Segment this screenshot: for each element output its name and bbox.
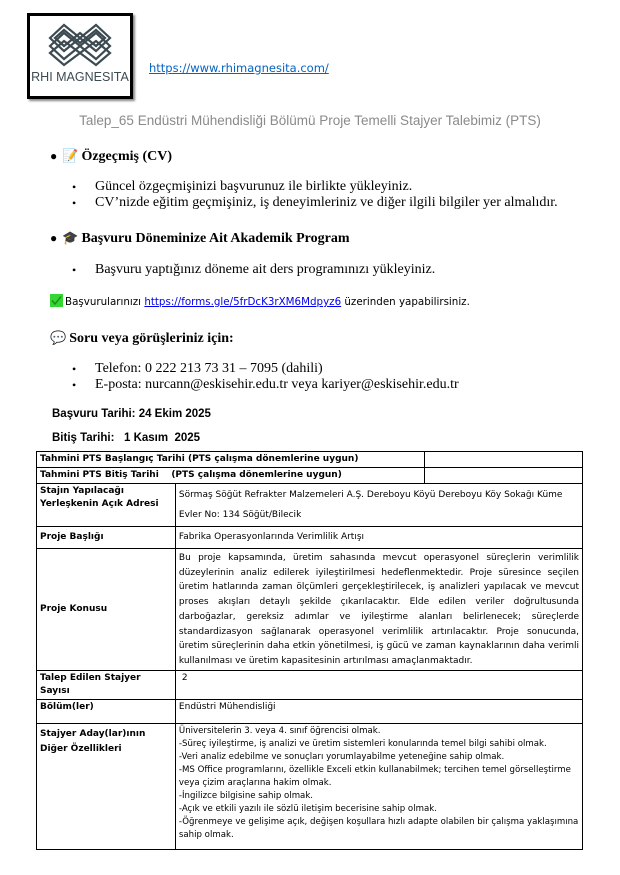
program-requirements-list: [60, 262, 435, 278]
table-row: [37, 723, 583, 849]
intern-count-label: Talep Edilen Stajyer Sayısı: [37, 670, 176, 699]
deadline-date: Bitiş Tarihi: 1 Kasım 2025: [52, 432, 201, 444]
departments-label: Bölüm(ler): [37, 699, 176, 723]
program-heading-text: Başvuru Döneminize Ait Akademik Program: [81, 231, 350, 246]
project-info-table: [36, 451, 583, 850]
table-row: [37, 670, 583, 699]
trait-item: -Öğrenmeye ve gelişime açık, değişen koşullara hızlı adapte olabilen bir çalışma yaklaşımına sahip olmak.: [178, 816, 579, 840]
table-row: [37, 527, 583, 549]
memo-writing-icon: 📝: [62, 148, 79, 163]
speech-bubble-icon: 💬: [50, 330, 67, 345]
contact-section-heading: [50, 330, 234, 347]
departments-value: Endüstri Mühendisliği: [175, 699, 582, 723]
list-item: • Güncel özgeçmişinizi başvurunuz ile birlikte yükleyiniz.: [60, 179, 558, 195]
intern-count-value: 2: [175, 670, 582, 699]
list-item: • CV’nizde eğitim geçmişiniz, iş deneyimleriniz ve diğer ilgili bilgiler yer almalıdır.: [60, 195, 558, 211]
address-line: Sörmaş Söğüt Refrakter Malzemeleri A.Ş. Dereboyu Köyü Dereboyu Köy Sokağı Küme: [178, 490, 563, 500]
program-section-heading: [50, 230, 350, 247]
application-date: Başvuru Tarihi: 24 Ekim 2025: [52, 408, 211, 420]
trait-item: -İngilizce bilgisine sahip olmak.: [178, 790, 314, 801]
company-logo: [27, 13, 133, 99]
start-date-value: [424, 452, 582, 468]
end-date-label: Tahmini PTS Bitiş Tarihi (PTS çalışma dönemlerine uygun): [37, 468, 425, 484]
cv-requirements-list: [60, 179, 558, 211]
bullet-icon: ●: [50, 149, 58, 163]
project-topic-value: Bu proje kapsamında, üretim sahasında mevcut operasyonel süreçlerin verimlilik düzeylerinin analiz edilerek iyileştirilmesi hedeflenmektedir. Proje süresince seçilen üretim hatlarında zaman ölçümleri gerçekleştirilecek, iş analizleri yapılacak ve mevcut proses akışları detaylı şekilde çıkarılacaktır. Elde edilen veriler doğrultusunda darboğazlar, gereksiz adımlar ve iyileştirme alanları belirlenecek; süreçlerde standardizasyon sağlanarak operasyonel verimlilik artırılacaktır. Proje sonucunda, üretim süreçlerinin daha etkin yönetilmesi, iş gücü ve zaman kaynaklarının daha verimli kullanılması ve üretim kapasitesinin artırılması amaçlanmaktadır.: [175, 549, 582, 671]
phone-item: • Telefon: 0 222 213 73 31 – 7095 (dahili): [60, 361, 459, 377]
project-title-value: Fabrika Operasyonlarında Verimlilik Artışı: [175, 527, 582, 549]
logo-text: RHI MAGNESITA: [31, 70, 129, 84]
page-title: Talep_65 Endüstri Mühendisliği Bölümü Proje Temelli Stajyer Talebimiz (PTS): [79, 113, 541, 128]
contact-heading-text: Soru veya görüşleriniz için:: [69, 331, 234, 346]
table-row: [37, 452, 583, 468]
contact-list: [60, 361, 459, 393]
candidate-traits-label: Stajyer Aday(lar)ının Diğer Özellikleri: [37, 723, 176, 849]
apply-suffix: üzerinden yapabilirsiniz.: [344, 296, 470, 308]
cv-heading-text: Özgeçmiş (CV): [81, 149, 173, 164]
apply-prefix: Başvurularınızı: [65, 296, 142, 308]
table-row: [37, 484, 583, 527]
bullet-icon: ●: [50, 231, 58, 245]
trait-item: -MS Office programlarını, özellikle Exceli etkin kullanabilmek; tercihen temel görselleştirme veya çizim araçlarına hakim olmak.: [178, 764, 571, 788]
email-item: • E-posta: nurcann@eskisehir.edu.tr veya kariyer@eskisehir.edu.tr: [60, 377, 459, 393]
check-mark-icon: [50, 294, 63, 307]
project-title-label: Proje Başlığı: [37, 527, 176, 549]
table-row: [37, 699, 583, 723]
end-date-value: [424, 468, 582, 484]
trait-item: -Süreç iyileştirme, iş analizi ve üretim sistemleri konularında temel bilgi sahibi olmak.: [178, 738, 547, 749]
address-line: Evler No: 134 Söğüt/Bilecik: [178, 510, 302, 520]
rhi-magnesita-logo-mark-icon: [48, 22, 112, 68]
trait-item: Üniversitelerin 3. veya 4. sınıf öğrencisi olmak.: [178, 725, 381, 736]
address-value: [175, 484, 582, 527]
application-form-link[interactable]: https://forms.gle/5frDcK3rXM6Mdpyz6: [144, 296, 342, 308]
cv-section-heading: [50, 148, 172, 165]
table-row: [37, 468, 583, 484]
table-row: [37, 549, 583, 671]
application-instruction: [50, 294, 470, 308]
address-label: Stajın Yapılacağı Yerleşkenin Açık Adresi: [37, 484, 176, 527]
project-topic-label: Proje Konusu: [37, 549, 176, 671]
start-date-label: Tahmini PTS Başlangıç Tarihi (PTS çalışma dönemlerine uygun): [37, 452, 425, 468]
candidate-traits-value: [175, 723, 582, 849]
trait-item: -Açık ve etkili yazılı ile sözlü iletişim becerisine sahip olmak.: [178, 803, 437, 814]
list-item: • Başvuru yaptığınız döneme ait ders programınızı yükleyiniz.: [60, 262, 435, 278]
graduation-cap-icon: 🎓: [62, 230, 79, 245]
website-link[interactable]: https://www.rhimagnesita.com/: [149, 61, 329, 75]
trait-item: -Veri analiz edebilme ve sonuçları yorumlayabilme yeteneğine sahip olmak.: [178, 751, 505, 762]
